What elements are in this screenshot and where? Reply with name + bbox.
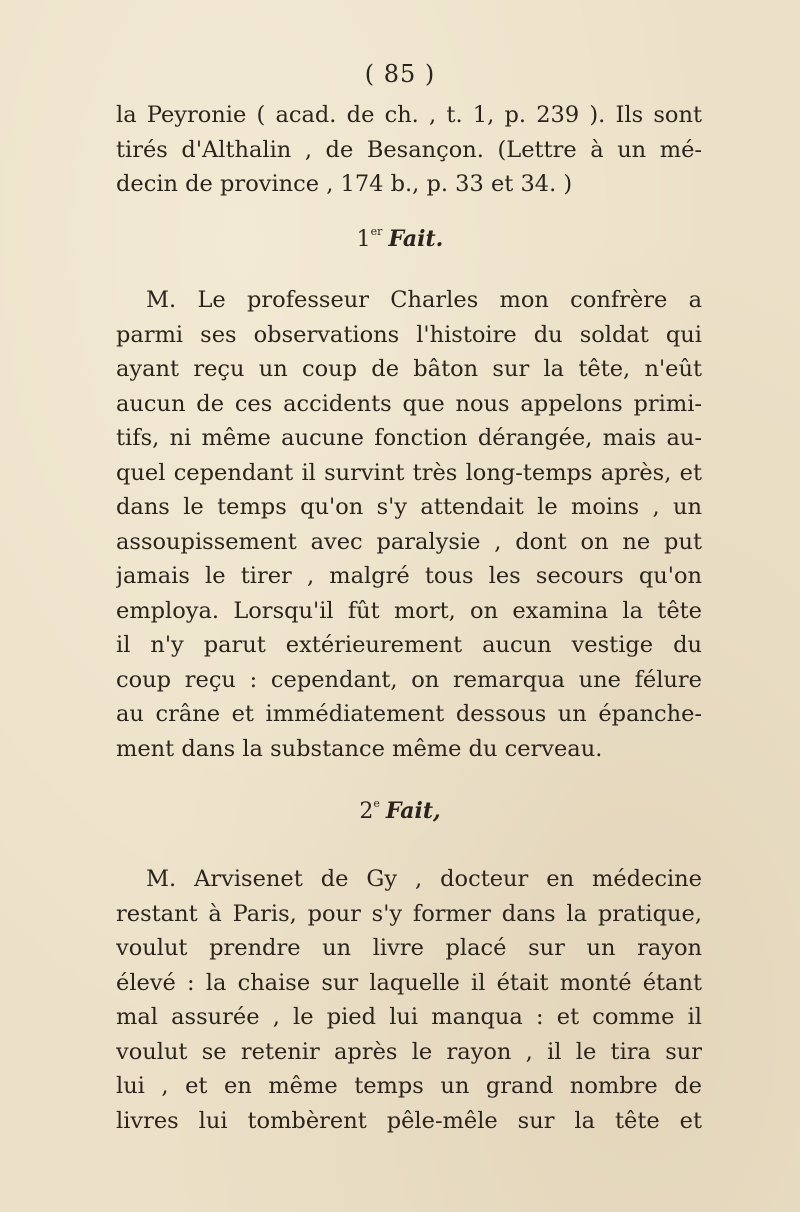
fact-2-label: Fait, xyxy=(385,798,441,824)
text-line: livres lui tombèrent pêle-mêle sur la tête et xyxy=(116,1107,702,1134)
text-line: tirés d'Althalin , de Besançon. (Lettre à un mé- xyxy=(116,136,702,163)
text-line: voulut prendre un livre placé sur un rayon xyxy=(116,935,702,961)
text-line: coup reçu : cependant, on remarqua une félure xyxy=(116,666,702,693)
text-line: au crâne et immédiatement dessous un épanche- xyxy=(116,701,702,727)
text-line: dans le temps qu'on s'y attendait le moins , un xyxy=(116,494,702,520)
fact-1-paragraph xyxy=(116,283,702,766)
text-line: quel cependant il survint très long-temps après, et xyxy=(116,459,702,486)
text-line: tifs, ni même aucune fonction dérangée, mais au- xyxy=(116,425,702,451)
text-line: restant à Paris, pour s'y former dans la pratique, xyxy=(116,900,702,927)
fact-1-label: Fait. xyxy=(388,226,444,252)
fact-1-ordinal: 1 xyxy=(356,227,371,252)
fact-2-heading xyxy=(0,797,800,824)
text-line: lui , et en même temps un grand nombre de xyxy=(116,1073,702,1099)
text-line: decin de province , 174 b., p. 33 et 34. ) xyxy=(116,171,573,197)
fact-1-ordinal-suffix: er xyxy=(370,225,383,238)
text-line: employa. Lorsqu'il fût mort, on examina la tête xyxy=(116,597,702,624)
intro-paragraph xyxy=(116,98,702,202)
text-line: voulut se retenir après le rayon , il le tira sur xyxy=(116,1038,702,1065)
text-line: assoupissement avec paralysie , dont on ne put xyxy=(116,528,702,555)
text-line: aucun de ces accidents que nous appelons primi- xyxy=(116,390,702,417)
text-line: la Peyronie ( acad. de ch. , t. 1, p. 239 ). Ils sont xyxy=(116,102,702,128)
text-line: ment dans la substance même du cerveau. xyxy=(116,735,603,762)
page-number: ( 85 ) xyxy=(364,60,436,88)
text-line: il n'y parut extérieurement aucun vestige du xyxy=(116,632,702,658)
text-line: jamais le tirer , malgré tous les secours qu'on xyxy=(116,563,702,589)
text-line: M. Arvisenet de Gy , docteur en médecine xyxy=(146,866,702,892)
fact-1-heading xyxy=(0,225,800,252)
fact-2-paragraph xyxy=(116,862,702,1138)
text-line: ayant reçu un coup de bâton sur la tête, n'eût xyxy=(116,356,702,382)
text-line: élevé : la chaise sur laquelle il était monté étant xyxy=(116,969,702,996)
text-line: M. Le professeur Charles mon confrère a xyxy=(146,287,702,313)
text-line: mal assurée , le pied lui manqua : et comme il xyxy=(116,1004,702,1030)
fact-2-ordinal-suffix: e xyxy=(373,797,380,810)
fact-2-ordinal: 2 xyxy=(359,799,374,824)
text-line: parmi ses observations l'histoire du soldat qui xyxy=(116,321,702,348)
